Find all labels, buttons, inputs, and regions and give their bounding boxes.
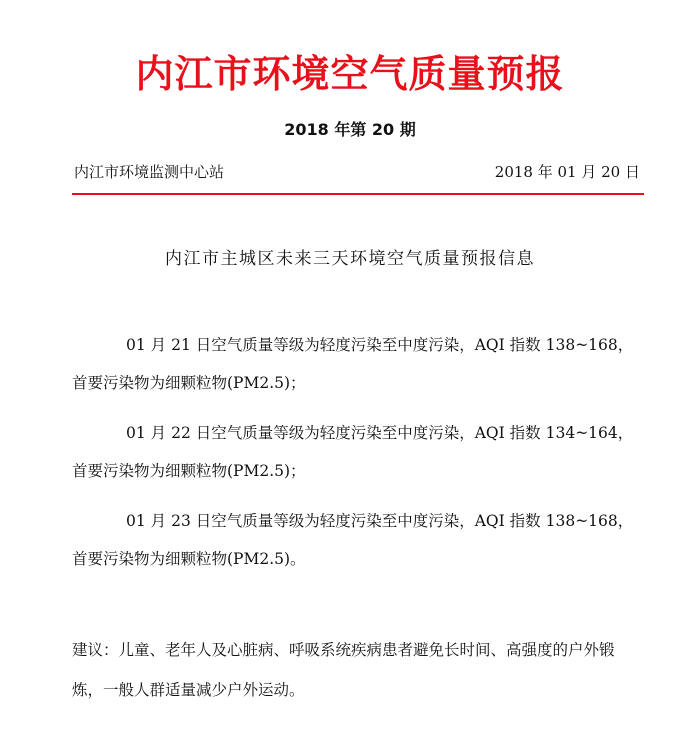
- forecast-paragraph: [72, 326, 640, 402]
- issue-date: 2018 年 01 月 20 日: [494, 163, 640, 181]
- section-heading: 内江市主城区未来三天环境空气质量预报信息: [165, 249, 535, 269]
- document-title: 内江市环境空气质量预报: [135, 51, 565, 96]
- issue-number: 2018 年第 20 期: [284, 120, 416, 139]
- forecast-paragraph: [72, 502, 640, 578]
- forecast-text: 01 月 22 日空气质量等级为轻度污染至中度污染，AQI 指数 134~164，首要污染物为细颗粒物(PM2.5)；: [72, 424, 634, 480]
- health-advice: 建议：儿童、老年人及心脏病、呼吸系统疾病患者避免长时间、高强度的户外锻炼，一般人群适量减少户外运动。: [72, 641, 615, 699]
- forecast-text: 01 月 23 日空气质量等级为轻度污染至中度污染，AQI 指数 138~168，首要污染物为细颗粒物(PM2.5)。: [72, 512, 634, 568]
- header-divider: [72, 193, 644, 195]
- organization-name: 内江市环境监测中心站: [74, 163, 225, 181]
- forecast-paragraph: [72, 414, 640, 490]
- forecast-text: 01 月 21 日空气质量等级为轻度污染至中度污染，AQI 指数 138~168，首要污染物为细颗粒物(PM2.5)；: [72, 336, 634, 392]
- header-meta-row: [74, 160, 640, 184]
